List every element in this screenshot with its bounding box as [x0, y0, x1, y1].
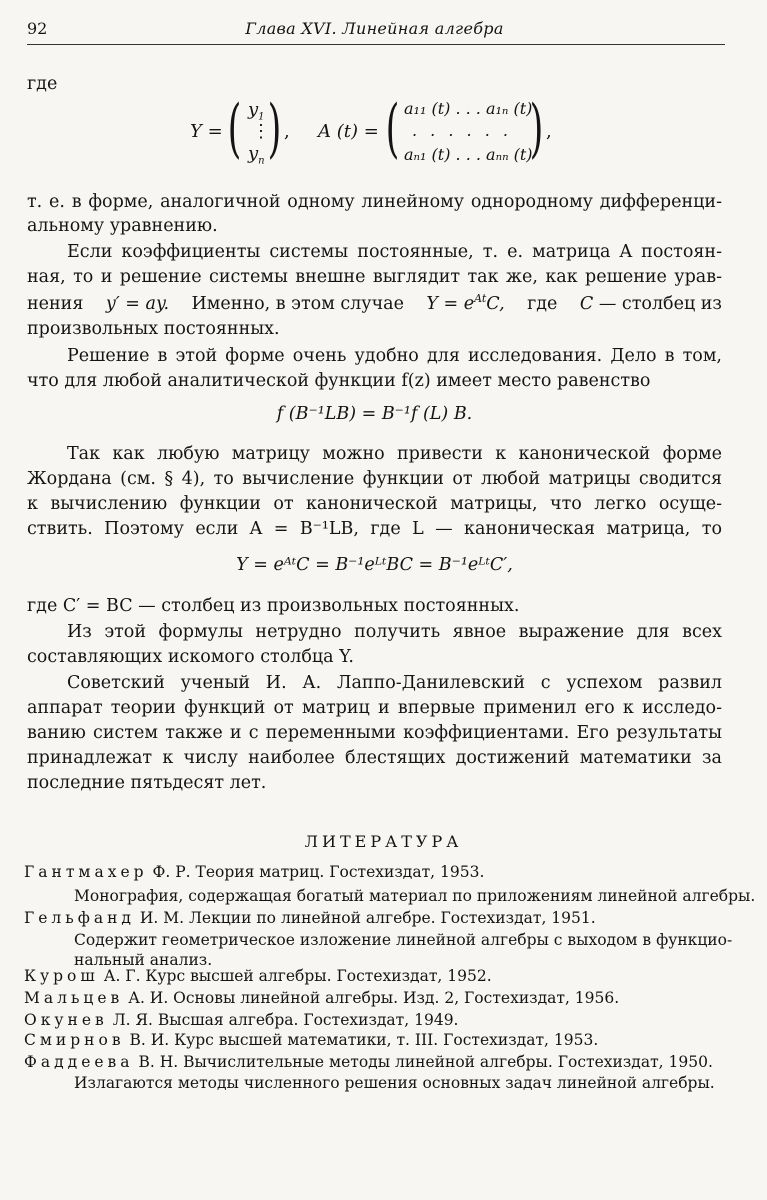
comma: , [546, 121, 552, 142]
text-line: аппарат теории функций от матриц и впервые применил его к исследо- [27, 698, 722, 718]
text-line: где [27, 74, 58, 94]
page-number: 92 [27, 19, 48, 38]
text-line: ванию систем также и с переменными коэффициентами. Его результаты [27, 723, 722, 743]
text-line: Решение в этой форме очень удобно для исследования. Дело в том, [67, 346, 722, 366]
reference-entry: Смирнов В. И. Курс высшей математики, т. III. Гостехиздат, 1953. [24, 1031, 599, 1049]
text-line: что для любой аналитической функции f(z) имеет место равенство [27, 371, 651, 391]
section-title: ЛИТЕРАТУРА [304, 832, 463, 851]
text-line: Жордана (см. § 4), то вычисление функции от любой матрицы сводится [27, 469, 722, 489]
a-row-3: aₙ₁ (t) . . . aₙₙ (t) [404, 145, 533, 164]
reference-note: Содержит геометрическое изложение линейной алгебры с выходом в функцио- [74, 931, 733, 949]
text-line: альному уравнению. [27, 216, 218, 236]
a-row-2: . . . . . . [412, 121, 512, 140]
reference-entry: Мальцев А. И. Основы линейной алгебры. Изд. 2, Гостехиздат, 1956. [24, 989, 620, 1007]
formula-line: f (B⁻¹LB) = B⁻¹f (L) B. [276, 404, 473, 424]
text-line: Так как любую матрицу можно привести к канонической форме [67, 444, 722, 464]
y-entry-1: $y_1$ [248, 99, 265, 123]
reference-entry: Фаддеева В. Н. Вычислительные методы линейной алгебры. Гостехиздат, 1950. [24, 1053, 713, 1071]
comma: , [284, 121, 290, 142]
reference-entry: Курош А. Г. Курс высшей алгебры. Гостехиздат, 1952. [24, 967, 492, 985]
chapter-title: Глава XVI. Линейная алгебра [245, 19, 504, 38]
text-line: где C′ = BC — столбец из произвольных постоянных. [27, 596, 520, 616]
left-paren: ( [227, 92, 242, 166]
y-label: Y = [190, 121, 223, 142]
right-paren: ) [267, 92, 282, 166]
running-header [27, 19, 722, 43]
header-rule [27, 44, 725, 45]
text-line: ствить. Поэтому если A = B⁻¹LB, где L — каноническая матрица, то [27, 519, 722, 539]
reference-entry: Окунев Л. Я. Высшая алгебра. Гостехиздат, 1949. [24, 1011, 459, 1029]
left-paren: ( [385, 92, 400, 166]
reference-note: Излагаются методы численного решения основных задач линейной алгебры. [74, 1074, 715, 1092]
text-line: последние пятьдесят лет. [27, 773, 267, 793]
text-line: нения y′ = ay. Именно, в этом случае $Y = e^{At}C$, где C — столбец из [27, 292, 722, 314]
text-line: составляющих искомого столбца Y. [27, 647, 354, 667]
right-paren: ) [529, 92, 544, 166]
a-row-1: a₁₁ (t) . . . a₁ₙ (t) [404, 99, 533, 118]
text-line: Советский ученый И. А. Лаппо-Данилевский с успехом развил [67, 673, 722, 693]
text-line: принадлежат к числу наиболее блестящих достижений математики за [27, 748, 722, 768]
reference-entry: Гантмахер Ф. Р. Теория матриц. Гостехиздат, 1953. [24, 863, 485, 881]
reference-entry: Гельфанд И. М. Лекции по линейной алгебре. Гостехиздат, 1951. [24, 909, 596, 927]
text-line: к вычислению функции от канонической матрицы, что легко осуще- [27, 494, 722, 514]
y-entry-2: ⋮ [252, 121, 270, 142]
text-line: Из этой формулы нетрудно получить явное выражение для всех [67, 622, 722, 642]
formula-line: Y = eᴬᵗC = B⁻¹eᴸᵗBC = B⁻¹eᴸᵗC′, [236, 555, 513, 575]
y-entry-3: $y_n$ [248, 143, 265, 167]
a-label: A (t) = [318, 121, 379, 142]
reference-note: нальный анализ. [74, 951, 213, 969]
reference-note: Монография, содержащая богатый материал по приложениям линейной алгебры. [74, 887, 756, 905]
text-line: ная, то и решение системы внешне выглядит так же, как решение урав- [27, 267, 722, 287]
text-line: Если коэффициенты системы постоянные, т. е. матрица A постоян- [67, 242, 722, 262]
text-line: произвольных постоянных. [27, 319, 280, 339]
text-line: т. е. в форме, аналогичной одному линейному однородному дифференци- [27, 192, 722, 212]
